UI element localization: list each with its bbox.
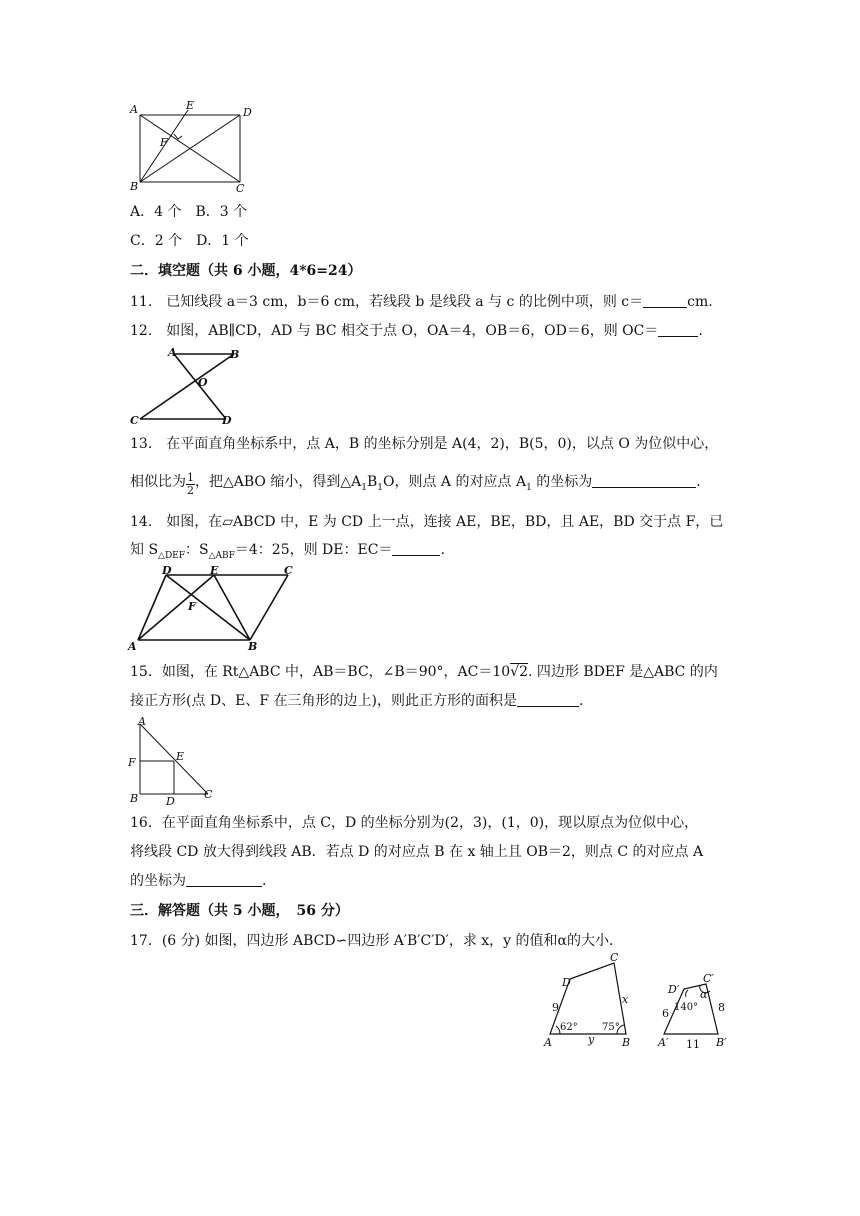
figure-q12 [128, 344, 244, 428]
q12-after: . [698, 323, 703, 339]
q14-text-c: ＝4：25，则 DE：EC＝ [234, 542, 393, 558]
section-fill-in-title: 二．填空题（共 6 小题，4*6=24） [130, 263, 362, 279]
q14-answer-blank[interactable] [392, 541, 440, 556]
fig12-label-c: C [130, 414, 139, 427]
figure-q14 [126, 564, 306, 654]
q11-answer-blank[interactable] [643, 293, 687, 308]
fig15-label-e: E [176, 750, 185, 763]
q13-sub2: 1 [377, 482, 383, 493]
q14-line1: 14. 如图，在▱ABCD 中，E 为 CD 上一点，连接 AE，BE，BD，且 AE，BD 交于点 F，已 [130, 514, 724, 530]
fig14-label-a: A [128, 640, 137, 653]
fig14-label-f: F [188, 600, 196, 613]
q13-text-d: O，则点 A 的对应点 A [383, 474, 527, 490]
fig10-label-d: D [243, 106, 252, 119]
figure-q15 [126, 714, 226, 808]
fig14-label-b: B [248, 640, 258, 653]
q13-end: . [696, 474, 701, 490]
q15-answer-blank[interactable] [517, 692, 579, 707]
fig12-label-b: B [230, 348, 240, 361]
q14-end: . [440, 542, 445, 558]
fig12-label-a: A [168, 346, 177, 359]
q11-after: cm. [687, 294, 713, 310]
fig14-label-d: D [162, 564, 172, 577]
fig12-label-d: D [222, 414, 232, 427]
q13-fraction [186, 472, 195, 497]
q13-text-b: ，把△ABO 缩小，得到△A [195, 474, 362, 490]
q14-sub2: △ABF [208, 550, 235, 561]
section-answer-title: 三．解答题（共 5 小题， 56 分） [130, 903, 349, 919]
q13-frac-den: 2 [187, 484, 194, 497]
fig17-right-label-a: A′ [658, 1036, 669, 1049]
fig17-right-label-c: C′ [703, 972, 714, 985]
fig17-right-label-b: B′ [716, 1036, 727, 1049]
q15-text-a: 15．如图，在 Rt△ABC 中，AB＝BC，∠B＝90°，AC＝10 [130, 664, 511, 680]
fig15-label-b: B [130, 792, 139, 805]
fig17-left-side-ad: 9 [552, 1001, 559, 1014]
fig12-label-o: O [198, 376, 208, 389]
q15-end: . [578, 693, 584, 709]
q16-answer-blank[interactable] [186, 872, 262, 887]
question-15-line1 [130, 663, 718, 681]
q10-options-line2: C．2 个 D．1 个 [130, 233, 249, 249]
fig17-left-angle-b: 75° [602, 1022, 620, 1033]
fig17-left-label-c: C [610, 953, 619, 964]
fig10-label-e: E [186, 100, 195, 112]
q13-frac-num: 1 [187, 471, 194, 484]
figure-q17 [540, 953, 736, 1049]
question-12 [130, 322, 703, 340]
question-13-line2 [130, 472, 701, 497]
fig10-label-c: C [236, 182, 245, 195]
fig10-label-f: F [160, 136, 168, 149]
q10-options-line1: A．4 个 B．3 个 [130, 204, 248, 220]
question-14-line2 [130, 541, 445, 565]
fig17-left-label-a: A [544, 1036, 552, 1049]
q17-text: 17．(6 分) 如图，四边形 ABCD∽四边形 A′B′C′D′，求 x，y 的值和α的大小． [130, 933, 623, 949]
fig14-label-e: E [210, 564, 219, 577]
q16-line1: 16．在平面直角坐标系中，点 C，D 的坐标分别为(2，3)，(1，0)，现以原点为位似中心， [130, 815, 699, 831]
q13-sub1: 1 [361, 482, 367, 493]
q11-text: 11. 已知线段 a＝3 cm，b＝6 cm，若线段 b 是线段 a 与 c 的比例中项，则 c＝ [130, 294, 644, 310]
fig15-label-c: C [204, 788, 213, 801]
question-15-line2 [130, 692, 583, 710]
fig15-label-d: D [166, 795, 175, 808]
question-11 [130, 293, 713, 311]
q16-text-c: 的坐标为 [130, 873, 186, 889]
fig17-right-side-ab: 11 [686, 1038, 700, 1049]
q12-text: 12. 如图，AB∥CD，AD 与 BC 相交于点 O，OA＝4，OB＝6，OD＝6，则 OC＝ [130, 323, 659, 339]
q14-sub1: △DEF [158, 550, 185, 561]
q13-text-c: B [366, 474, 378, 490]
q15-sqrt: √2 [510, 664, 528, 680]
fig10-label-a: A [130, 103, 138, 116]
q13-line1: 13. 在平面直角坐标系中，点 A，B 的坐标分别是 A(4，2)，B(5，0)，以点 O 为位似中心， [130, 436, 719, 452]
q16-line2: 将线段 CD 放大得到线段 AB．若点 D 的对应点 B 在 x 轴上且 OB＝2，则点 C 的对应点 A [130, 844, 704, 860]
q15-text-b: . 四边形 BDEF 是△ABC 的内 [527, 664, 718, 680]
fig17-left-side-bc: x [622, 993, 629, 1006]
fig17-right-side-bc: 8 [718, 1001, 725, 1014]
fig10-label-b: B [130, 180, 139, 193]
fig15-label-f: F [128, 756, 136, 769]
figure-rectangle-abcd [128, 100, 260, 196]
fig17-left-label-d: D [562, 976, 571, 989]
fig15-label-a: A [138, 715, 146, 728]
q14-text-a: 知 S [130, 542, 159, 558]
fig14-label-c: C [284, 564, 293, 577]
q13-text-e: 的坐标为 [531, 474, 593, 490]
q15-text-c: 接正方形(点 D、E、F 在三角形的边上)，则此正方形的面积是 [130, 693, 517, 709]
q16-end: . [262, 873, 267, 889]
q13-text-a: 相似比为 [130, 474, 186, 490]
fig17-left-side-ab: y [588, 1033, 595, 1046]
fig17-right-angle-c: α [700, 988, 708, 1001]
q12-answer-blank[interactable] [658, 322, 698, 337]
fig17-right-side-ad: 6 [662, 1007, 669, 1020]
question-16-line3 [130, 872, 266, 890]
q14-text-b: ：S [185, 542, 209, 558]
fig17-right-angle-d: 140° [674, 1002, 699, 1013]
q13-answer-blank[interactable] [592, 473, 696, 488]
q13-sub3: 1 [526, 482, 532, 493]
fig17-right-label-d: D′ [668, 983, 680, 996]
fig17-left-angle-a: 62° [560, 1022, 578, 1033]
fig17-left-label-b: B [622, 1036, 631, 1049]
